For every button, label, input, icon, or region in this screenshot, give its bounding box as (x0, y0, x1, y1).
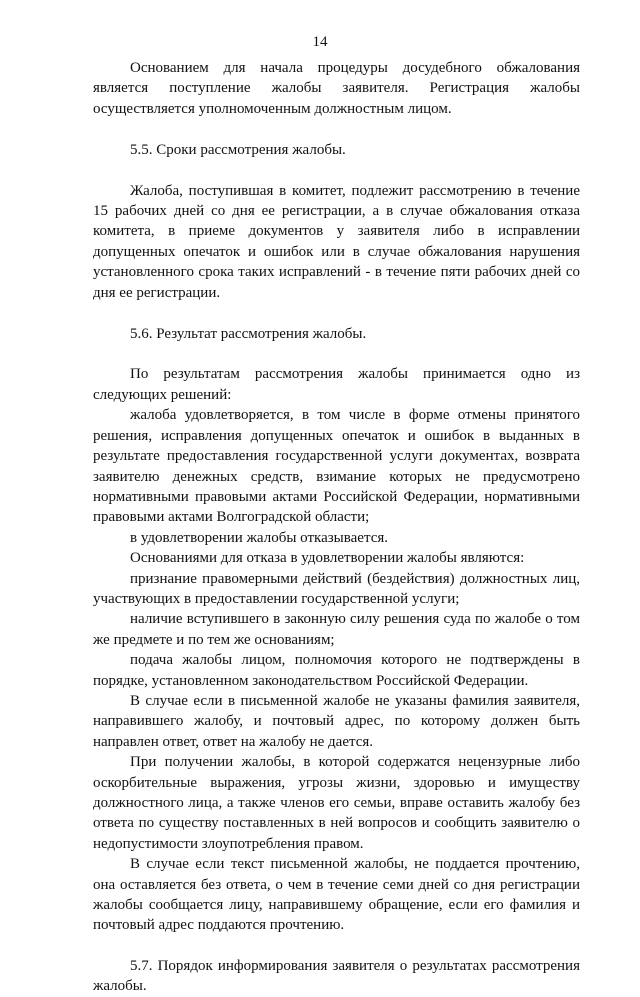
section-heading-5-5: 5.5. Сроки рассмотрения жалобы. (130, 142, 346, 159)
paragraph-review-terms: Жалоба, поступившая в комитет, подлежит рассмотрению в течение 15 рабочих дней со дня ее регистрации, а в случае обжалования отказа комитета, в приеме документов у заявителя либо в исправлении допущенных опечаток и ошибок или в случае обжалования нарушения установленного срока таких исправлений - в течение пяти рабочих дней со дня ее регистрации. (93, 182, 580, 301)
paragraph-ground-lawful-actions: признание правомерными действий (бездействия) должностных лиц, участвующих в предоставлении государственной услуги; (93, 570, 580, 607)
paragraph-complaint-satisfied: жалоба удовлетворяется, в том числе в форме отмены принятого решения, исправления допущенных опечаток и ошибок в выданных в результате предоставления государственной услуги документах, возврата заявителю денежных средств, взимание которых не предусмотрено нормативными правовыми актами Российской Федерации, нормативными правовыми актами Волгоградской области; (93, 407, 580, 526)
paragraph-unreadable-text: В случае если текст письменной жалобы, не поддается прочтению, она оставляется без ответа, о чем в течение семи дней со дня регистрации жалобы сообщается лицу, направившему обращение, если его фамилия и почтовый адрес поддаются прочтению. (93, 856, 580, 934)
paragraph-complaint-rejected: в удовлетворении жалобы отказывается. (130, 529, 388, 546)
section-heading-5-6: 5.6. Результат рассмотрения жалобы. (130, 326, 367, 343)
paragraph-no-name-address: В случае если в письменной жалобе не указаны фамилия заявителя, направившего жалобу, и почтовый адрес, по которому должен быть направлен ответ, ответ на жалобу не дается. (93, 692, 580, 750)
section-heading-5-7: 5.7. Порядок информирования заявителя о результатах рассмотрения жалобы. (93, 957, 580, 995)
paragraph-decision-intro: По результатам рассмотрения жалобы принимается одно из следующих решений: (93, 366, 580, 403)
paragraph-ground-court-decision: наличие вступившего в законную силу решения суда по жалобе о том же предмете и по тем же основаниям; (93, 611, 580, 648)
paragraph-ground-no-authority: подача жалобы лицом, полномочия которого не подтверждены в порядке, установленном законодательством Российской Федерации. (93, 652, 580, 689)
page-number: 14 (312, 34, 328, 50)
paragraph-offensive-language: При получении жалобы, в которой содержатся нецензурные либо оскорбительные выражения, угрозы жизни, здоровью и имуществу должностного лица, а также членов его семьи, вправе оставить жалобу без ответа по существу поставленных в ней вопросов и сообщить заявителю о недопустимости злоупотребления правом. (93, 754, 580, 852)
paragraph-pretrial-basis: Основанием для начала процедуры досудебного обжалования является поступление жалобы заявителя. Регистрация жалобы осуществляется уполномоченным должностным лицом. (93, 60, 580, 117)
paragraph-rejection-grounds: Основаниями для отказа в удовлетворении жалобы являются: (130, 550, 525, 567)
document-body (93, 58, 580, 997)
